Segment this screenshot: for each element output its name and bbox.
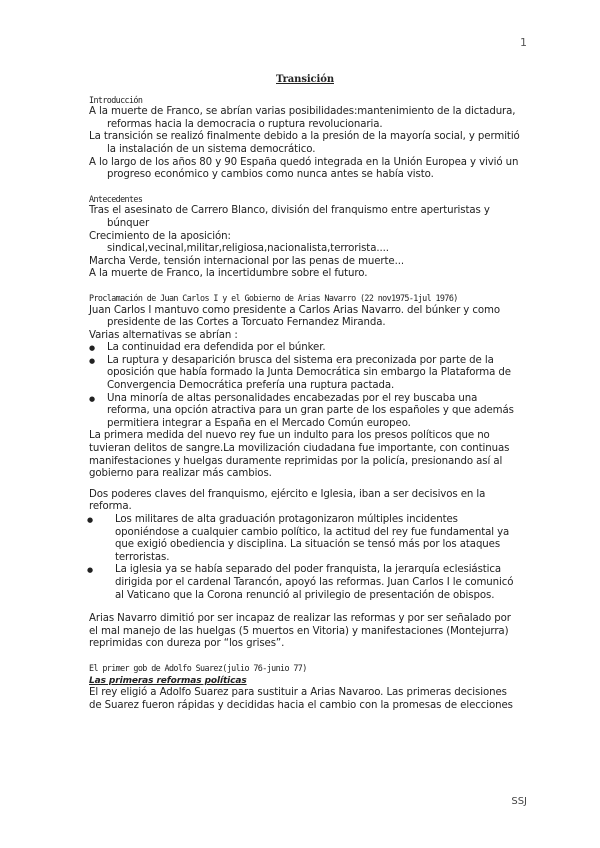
footer-initials: SSJ <box>511 796 527 807</box>
list-item: ● Una minoría de altas personalidades encabezadas por el rey buscaba una reforma, una opción atractiva para un gran parte de los españoles y que además permitiera integrar a España en el Mercado Común europeo. <box>89 393 521 431</box>
subsection-heading: Las primeras reformas políticas <box>89 675 247 686</box>
antecedentes-paragraph: A la muerte de Franco, la incertidumbre sobre el futuro. <box>89 268 368 280</box>
proclamacion-paragraph: Juan Carlos I mantuvo como presidente a Carlos Arias Navarro. del búnker y como presidente de las Cortes a Torcuato Fernandez Miranda. <box>89 304 500 329</box>
proclamacion-paragraph: La primera medida del nuevo rey fue un indulto para los presos políticos que no tuvieran delitos de sangre.La movilización ciudadana fue importante, con continuas manifestaciones y huelgas duramente reprimidas por la policía, presionando así al gobierno para realizar más cambios. <box>89 430 510 480</box>
list-item: ● La continuidad era defendida por el búnker. <box>89 342 521 355</box>
proclamacion-paragraph: Arias Navarro dimitió por ser incapaz de realizar las reformas y por ser señalado por el mal manejo de las huelgas (5 muertos en Vitoria) y manifestaciones (Montejurra) reprimidas con dureza por “los grises”. <box>89 613 511 650</box>
antecedentes-paragraph: Marcha Verde, tensión internacional por las penas de muerte... <box>89 255 404 267</box>
poderes-list <box>87 514 521 602</box>
page-number: 1 <box>520 36 527 49</box>
section-heading-introduccion: Introducción <box>89 94 143 105</box>
section-heading-suarez: El primer gob de Adolfo Suarez(julio 76-junio 77) <box>89 662 307 673</box>
intro-paragraph: La transición se realizó finalmente debido a la presión de la mayoría social, y permitió la instalación de un sistema democrático. <box>89 131 520 155</box>
alternativas-list <box>89 342 521 430</box>
list-item: ● Los militares de alta graduación protagonizaron múltiples incidentes oponiéndose a cualquier cambio político, la actitud del rey fue fundamental ya que exigió obediencia y disciplina. La situación se tensó más por los ataques terroristas. <box>87 514 521 564</box>
proclamacion-paragraph: Dos poderes claves del franquismo, ejército e Iglesia, iban a ser decisivos en la reforma. <box>89 488 486 513</box>
list-item: ● La iglesia ya se había separado del poder franquista, la jerarquía eclesiástica dirigida por el cardenal Tarancón, apoyó las reformas. Juan Carlos I le comunicó al Vaticano que la Corona renunció al privilegio de presentación de obispos. <box>87 564 521 602</box>
document-body <box>89 74 521 712</box>
intro-paragraph: A la muerte de Franco, se abrían varias posibilidades:mantenimiento de la dictadura, reformas hacia la democracia o ruptura revolucionaria. <box>89 106 516 130</box>
document-title: Transición <box>276 74 334 85</box>
intro-paragraph: A lo largo de los años 80 y 90 España quedó integrada en la Unión Europea y vivió un progreso económico y cambios como nunca antes se había visto. <box>89 156 519 181</box>
section-heading-antecedentes: Antecedentes <box>89 193 143 204</box>
section-heading-proclamacion: Proclamación de Juan Carlos I y el Gobierno de Arias Navarro (22 nov1975-1jul 1976) <box>89 292 458 303</box>
antecedentes-paragraph: Crecimiento de la aposición: <box>89 230 231 242</box>
list-item: ● La ruptura y desaparición brusca del sistema era preconizada por parte de la oposición que había formado la Junta Democrática sin embargo la Plataforma de Convergencia Democrática prefería una ruptura pactada. <box>89 355 521 393</box>
suarez-paragraph: El rey eligió a Adolfo Suarez para sustituir a Arias Navaroo. Las primeras decisiones de Suarez fueron rápidas y decididas hacia el cambio con la promesas de elecciones <box>89 687 513 711</box>
antecedentes-paragraph: Tras el asesinato de Carrero Blanco, división del franquismo entre aperturistas y búnquer <box>89 205 490 229</box>
antecedentes-paragraph: sindical,vecinal,militar,religiosa,nacionalista,terrorista.... <box>107 243 389 255</box>
proclamacion-paragraph: Varias alternativas se abrían : <box>89 329 238 341</box>
